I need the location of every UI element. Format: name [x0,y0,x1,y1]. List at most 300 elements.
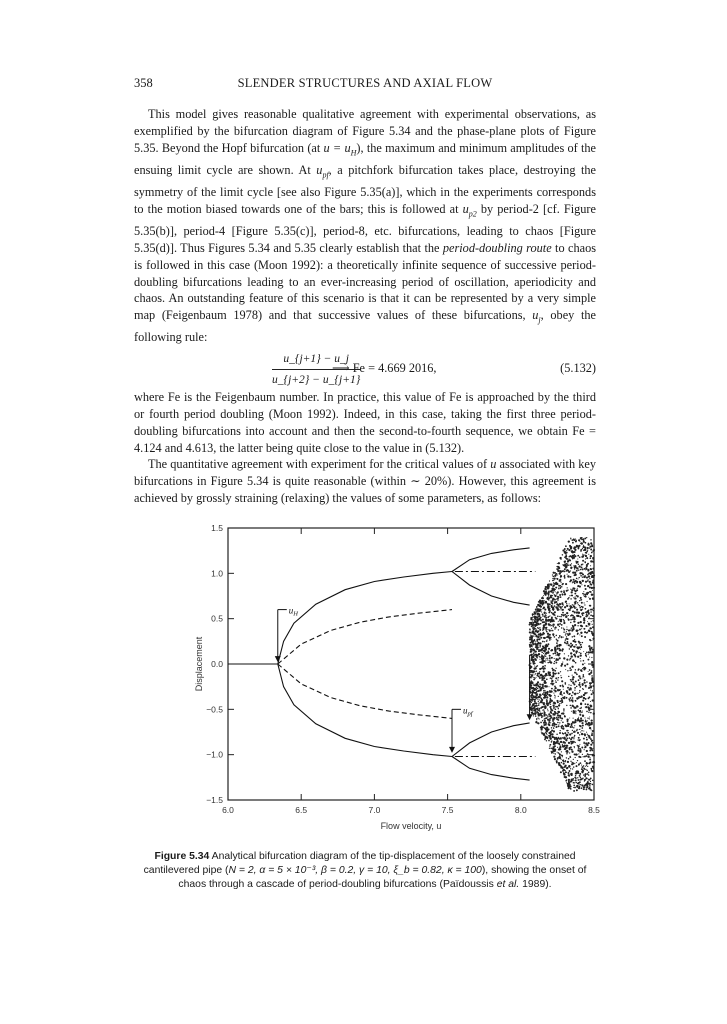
series-pf-upper-b [452,572,530,606]
chaos-point [585,555,587,557]
chaos-point [589,628,590,629]
chaos-point [589,788,590,789]
chaos-point [572,691,573,692]
chaos-point [559,648,560,649]
chaos-point [557,563,558,564]
chaos-point [567,598,569,600]
chaos-point [582,668,583,669]
chaos-point [575,561,576,562]
chaos-point [569,667,571,669]
chaos-point [543,706,545,708]
chaos-point [546,674,547,675]
chaos-point [576,609,578,611]
chaos-point [584,745,585,746]
chaos-point [575,779,577,781]
chaos-point [571,743,573,745]
chaos-point [574,624,576,626]
chaos-point [581,613,583,615]
chaos-point [538,623,540,625]
chaos-point [582,577,583,578]
chaos-point [584,787,585,788]
chaos-point [552,574,553,575]
chaos-point [577,545,578,546]
chaos-point [584,769,585,770]
chaos-point [592,653,593,654]
chaos-point [589,591,591,593]
chaos-point [537,707,538,708]
chaos-point [590,778,592,780]
chaos-point [561,680,563,682]
chaos-point [561,738,562,739]
chaos-point [544,667,546,669]
chaos-point [586,764,587,765]
chaos-point [532,691,534,693]
chaos-point [567,634,569,636]
chaos-point [533,619,534,620]
chaos-point [536,621,538,623]
chaos-point [547,734,548,735]
chaos-point [589,785,591,787]
chaos-point [573,759,574,760]
chaos-point [584,746,586,748]
chaos-point [543,676,544,677]
chaos-point [563,726,564,727]
chaos-point [563,733,565,735]
chaos-point [562,770,563,771]
chaos-point [547,629,548,630]
chaos-point [554,702,556,704]
chaos-point [578,578,579,579]
chaos-point [588,762,590,764]
chaos-point [551,625,552,626]
chaos-point [570,598,572,600]
chaos-point [563,759,565,761]
chaos-point [548,623,550,625]
chaos-point [572,730,573,731]
chaos-point [561,751,562,752]
chaos-point [536,616,538,618]
chaos-point [546,615,547,616]
chaos-point [567,732,569,734]
chaos-point [577,651,578,652]
chaos-point [554,714,556,716]
chaos-point [575,773,577,775]
chaos-point [554,652,556,654]
chaos-point [560,581,561,582]
chaos-point [532,640,534,642]
chaos-point [559,649,561,651]
chaos-point [563,710,564,711]
chaos-point [585,625,587,627]
chaos-point [552,589,554,591]
chaos-point [562,564,563,565]
chaos-point [570,707,572,709]
chaos-point [590,744,592,746]
chaos-point [559,604,561,606]
chaos-point [557,615,559,617]
chaos-point [547,717,548,718]
chaos-point [592,634,594,636]
chaos-point [575,662,577,664]
chaos-point [578,720,580,722]
chaos-point [582,563,583,564]
chaos-point [587,763,589,765]
chaos-point [555,695,556,696]
chaos-point [532,698,534,700]
chaos-point [562,554,563,555]
chaos-point [575,539,576,540]
chaos-point [587,621,588,622]
chaos-point [567,726,568,727]
chaos-point [572,555,574,557]
chaos-point [566,626,567,627]
chaos-point [529,622,530,623]
chaos-point [563,745,565,747]
chaos-point [571,779,573,781]
chaos-point [590,549,592,551]
chaos-point [564,665,566,667]
chaos-point [565,780,567,782]
chaos-point [555,677,557,679]
chaos-point [574,787,576,789]
chaos-point [554,723,556,725]
chaos-point [553,663,555,665]
chaos-point [554,726,555,727]
chaos-point [540,690,542,692]
chaos-point [538,613,540,615]
chaos-point [590,748,592,750]
chaos-point [529,645,530,646]
chaos-point [544,680,546,682]
chaos-point [593,666,594,667]
chaos-point [577,602,578,603]
chaos-point [548,740,550,742]
chaos-point [581,625,583,627]
chaos-point [552,633,554,635]
chaos-point [557,606,558,607]
chaos-point [575,753,577,755]
chaos-point [538,703,539,704]
chaos-point [543,727,544,728]
chaos-point [585,720,586,721]
chaos-point [554,629,555,630]
chaos-point [554,658,555,659]
chaos-point [587,580,589,582]
chaos-point [560,576,561,577]
chaos-point [538,722,540,724]
chaos-point [569,733,571,735]
chaos-point [558,743,560,745]
chaos-point [573,784,575,786]
chaos-point [579,642,581,644]
chaos-point [554,718,556,720]
chaos-point [548,620,549,621]
chaos-point [592,598,594,600]
chaos-point [533,715,534,716]
chaos-point [580,575,582,577]
chaos-point [555,753,556,754]
chaos-point [557,591,559,593]
chaos-point [558,696,559,697]
chaos-point [530,662,531,663]
chaos-point [574,646,576,648]
chaos-point [554,595,556,597]
chaos-point [592,730,594,732]
chaos-point [569,776,570,777]
chaos-point [590,705,592,707]
chaos-point [536,718,537,719]
chaos-point [580,717,582,719]
chaos-point [545,629,547,631]
chaos-point [585,653,586,654]
chaos-point [540,728,542,730]
chaos-point [555,737,557,739]
chaos-point [588,597,589,598]
chaos-point [574,689,575,690]
chaos-point [538,699,539,700]
chaos-point [534,706,536,708]
chaos-point [593,770,594,771]
chaos-point [536,687,537,688]
chaos-point [558,708,559,709]
chaos-point [556,717,558,719]
chaos-point [579,714,581,716]
chaos-point [581,784,583,786]
chaos-point [589,578,590,579]
chaos-point [564,732,566,734]
chaos-point [550,591,552,593]
chaos-point [571,655,573,657]
chaos-point [578,565,580,567]
chaos-point [585,654,587,656]
chaos-point [580,658,581,659]
chaos-point [578,739,580,741]
chaos-point [533,674,534,675]
paragraph-2: where Fe is the Feigenbaum number. In practice, this value of Fe is approached by the third or fourth period doubling (Moon 1992). Indeed, in this case, taking the first three period-doubling bifurcations into account and then the second-to-fourth sequence, we obtain Fe = 4.124 and 4.613, the latter being quite close to the value in (5.132). [134,390,596,455]
y-tick-label: −1.5 [206,795,223,805]
chaos-point [548,703,549,704]
chaos-point [576,686,578,688]
chaos-point [559,572,561,574]
chaos-point [548,596,549,597]
chaos-point [590,611,592,613]
chaos-point [546,740,547,741]
chaos-point [563,629,565,631]
chaos-point [582,724,584,726]
chaos-point [553,576,555,578]
chaos-point [538,686,540,688]
chaos-point [580,732,581,733]
chaos-point [588,613,590,615]
chaos-point [559,756,561,758]
chaos-point [529,646,530,647]
chaos-point [537,699,538,700]
chaos-point [562,604,563,605]
chaos-point [574,639,575,640]
chaos-point [557,679,558,680]
chaos-point [585,706,586,707]
chaos-point [579,744,580,745]
chaos-point [579,605,581,607]
chaos-point [577,558,578,559]
chaos-point [578,612,580,614]
chaos-point [586,615,587,616]
chaos-point [549,716,550,717]
chaos-point [579,682,581,684]
chaos-point [580,703,582,705]
chaos-point [533,635,534,636]
chaos-point [539,668,541,670]
chaos-point [539,673,540,674]
chaos-point [570,546,572,548]
annotation-label-u_H: $u_H$ [288,605,298,618]
chaos-point [559,635,561,637]
chaos-point [581,727,583,729]
chaos-point [557,701,559,703]
chaos-point [550,708,552,710]
chaos-point [565,616,567,618]
chaos-point [542,614,543,615]
chaos-point [585,588,587,590]
chaos-point [586,632,588,634]
chaos-point [580,756,582,758]
chaos-point [555,583,557,585]
chaos-point [559,609,560,610]
chaos-point [554,578,556,580]
chaos-point [587,659,589,661]
chaos-point [554,661,555,662]
chaos-point [577,615,579,617]
chaos-point [548,694,550,696]
chaos-point [550,748,552,750]
chaos-point [550,595,552,597]
chaos-point [570,768,571,769]
bifurcation-chart [190,520,610,840]
chaos-point [589,546,591,548]
chaos-point [579,748,581,750]
chaos-point [539,702,540,703]
chaos-point [556,718,558,720]
chaos-point [579,600,580,601]
chaos-point [570,652,572,654]
chaos-point [537,646,539,648]
chaos-point [539,694,541,696]
chaos-point [544,711,545,712]
chaos-point [563,708,565,710]
chaos-point [535,721,537,723]
chaos-point [569,785,570,786]
chaos-point [586,681,588,683]
chaos-point [560,591,562,593]
chaos-point [581,556,583,558]
chaos-point [570,738,572,740]
chaos-point [560,616,561,617]
chaos-point [575,598,577,600]
chaos-point [590,565,591,566]
chaos-point [570,537,571,538]
chaos-point [568,689,570,691]
chaos-point [569,770,571,772]
chaos-point [574,596,575,597]
chaos-point [530,618,532,620]
chaos-point [533,695,534,696]
chaos-point [580,777,581,778]
chaos-point [590,557,592,559]
chaos-point [561,717,563,719]
chaos-point [536,640,537,641]
chaos-point [566,753,568,755]
chaos-point [552,578,553,579]
chaos-point [548,650,549,651]
chaos-point [590,768,592,770]
running-head: SLENDER STRUCTURES AND AXIAL FLOW [237,76,493,90]
chaos-point [554,750,556,752]
chaos-point [568,571,570,573]
chaos-point [566,631,567,632]
chaos-point [580,538,581,539]
chaos-point [538,633,540,635]
chaos-point [556,644,558,646]
chaos-point [546,636,548,638]
chaos-point [545,723,546,724]
chaos-point [562,721,564,723]
chaos-point [570,788,572,790]
chaos-point [532,617,533,618]
chaos-point [540,722,542,724]
chaos-point [586,611,587,612]
chaos-point [539,708,540,709]
chaos-point [562,594,564,596]
chaos-point [582,771,583,772]
chaos-point [564,576,566,578]
chaos-point [535,610,537,612]
chaos-point [533,649,535,651]
chaos-point [544,685,546,687]
chaos-point [591,720,593,722]
chaos-point [557,566,558,567]
chaos-point [549,640,550,641]
chaos-point [579,690,581,692]
chaos-point [533,614,534,615]
chaos-point [551,688,553,690]
chaos-point [583,628,585,630]
chaos-point [571,749,573,751]
chaos-point [572,582,573,583]
chaos-point [545,619,546,620]
chaos-point [561,606,563,608]
chaos-point [558,585,560,587]
chaos-point [559,689,560,690]
chaos-point [578,548,579,549]
chaos-point [547,588,548,589]
chaos-point [587,734,588,735]
chaos-point [584,717,585,718]
chaos-point [583,694,585,696]
chaos-point [571,695,573,697]
chaos-point [577,777,578,778]
chaos-point [592,690,593,691]
chaos-point [571,666,573,668]
chaos-point [539,713,541,715]
chaos-point [568,540,570,542]
chaos-point [544,616,546,618]
chaos-point [588,630,590,632]
chaos-point [567,569,568,570]
chaos-point [545,717,547,719]
chaos-point [535,621,537,623]
chaos-point [590,690,591,691]
chaos-point [553,753,554,754]
